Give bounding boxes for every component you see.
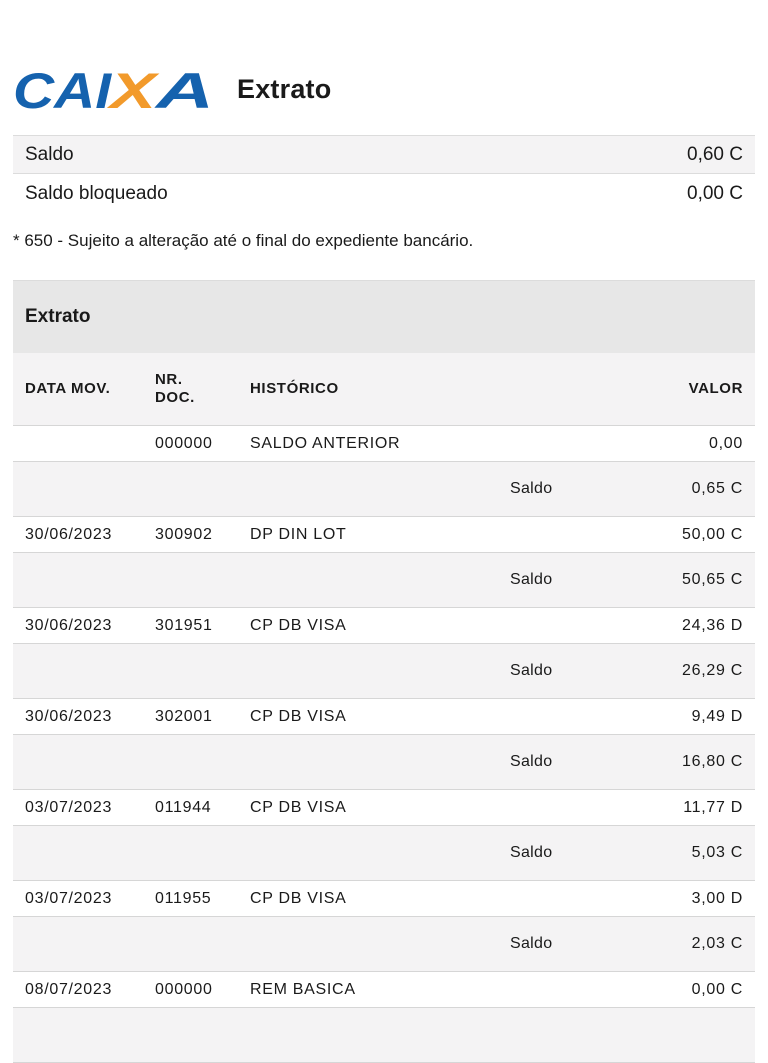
- table-header: [13, 353, 755, 426]
- balance-summary: [13, 135, 755, 213]
- saldo-value: 16,80 C: [682, 753, 743, 770]
- cell-value: 50,00 C: [682, 525, 743, 543]
- cell-history: CP DB VISA: [250, 798, 347, 816]
- saldo-row: [13, 1008, 755, 1063]
- disclaimer-note: * 650 - Sujeito a alteração até o final do expediente bancário.: [13, 231, 474, 250]
- cell-history: REM BASICA: [250, 980, 356, 998]
- cell-value: 11,77 D: [683, 798, 743, 816]
- cell-value: 0,00: [709, 434, 743, 452]
- cell-doc: 000000: [155, 980, 213, 998]
- saldo-row: [13, 553, 755, 608]
- cell-date: 30/06/2023: [25, 707, 113, 725]
- balance-row-saldo: [13, 135, 755, 174]
- saldo-label: Saldo: [510, 844, 553, 861]
- saldo-label: Saldo: [510, 571, 553, 588]
- cell-date: 03/07/2023: [25, 889, 113, 907]
- table-row: [13, 790, 755, 826]
- statement-section-title: Extrato: [13, 280, 755, 353]
- statement-table: [13, 280, 755, 1063]
- cell-doc: 300902: [155, 525, 213, 543]
- saldo-row: [13, 735, 755, 790]
- balance-row-bloqueado: [13, 174, 755, 213]
- table-row: [13, 608, 755, 644]
- saldo-label: Saldo: [510, 662, 553, 679]
- cell-history: CP DB VISA: [250, 616, 347, 634]
- column-header-doc-line2: DOC.: [155, 389, 195, 406]
- cell-doc: 302001: [155, 707, 213, 725]
- balance-value: 0,60 C: [687, 143, 743, 165]
- cell-value: 0,00 C: [691, 980, 743, 998]
- saldo-row: [13, 917, 755, 972]
- cell-date: 03/07/2023: [25, 798, 113, 816]
- saldo-value: 50,65 C: [682, 571, 743, 588]
- cell-doc: 000000: [155, 434, 213, 452]
- table-row: [13, 426, 755, 462]
- svg-text:A: A: [152, 66, 214, 112]
- cell-history: SALDO ANTERIOR: [250, 434, 401, 452]
- cell-value: 24,36 D: [682, 616, 743, 634]
- page-header: [13, 66, 331, 112]
- page-title: Extrato: [237, 73, 332, 104]
- saldo-label: Saldo: [510, 480, 553, 497]
- cell-doc: 301951: [155, 616, 213, 634]
- cell-date: 30/06/2023: [25, 616, 113, 634]
- saldo-label: Saldo: [510, 753, 553, 770]
- column-header-value: VALOR: [688, 380, 743, 397]
- cell-history: CP DB VISA: [250, 889, 347, 907]
- caixa-logo: [13, 66, 215, 112]
- cell-doc: 011944: [155, 798, 212, 816]
- table-row: [13, 881, 755, 917]
- cell-history: CP DB VISA: [250, 707, 347, 725]
- saldo-row: [13, 462, 755, 517]
- saldo-value: 5,03 C: [691, 844, 743, 861]
- column-header-date: DATA MOV.: [25, 380, 111, 397]
- table-row: [13, 699, 755, 735]
- saldo-value: 26,29 C: [682, 662, 743, 679]
- saldo-label: Saldo: [510, 935, 553, 952]
- cell-doc: 011955: [155, 889, 212, 907]
- saldo-value: 0,65 C: [691, 480, 743, 497]
- table-row: [13, 972, 755, 1008]
- column-header-doc-line1: NR.: [155, 371, 183, 388]
- cell-value: 9,49 D: [691, 707, 743, 725]
- balance-label: Saldo: [25, 143, 74, 165]
- table-row: [13, 517, 755, 553]
- cell-date: 30/06/2023: [25, 525, 113, 543]
- saldo-row: [13, 644, 755, 699]
- saldo-value: 2,03 C: [691, 935, 743, 952]
- column-header-history: HISTÓRICO: [250, 380, 339, 397]
- balance-value: 0,00 C: [687, 182, 743, 204]
- column-header-doc: [155, 371, 195, 407]
- saldo-row: [13, 826, 755, 881]
- cell-date: 08/07/2023: [25, 980, 113, 998]
- cell-value: 3,00 D: [691, 889, 743, 907]
- svg-text:X: X: [105, 66, 160, 112]
- cell-history: DP DIN LOT: [250, 525, 347, 543]
- svg-text:CAI: CAI: [13, 66, 113, 112]
- balance-label: Saldo bloqueado: [25, 182, 168, 204]
